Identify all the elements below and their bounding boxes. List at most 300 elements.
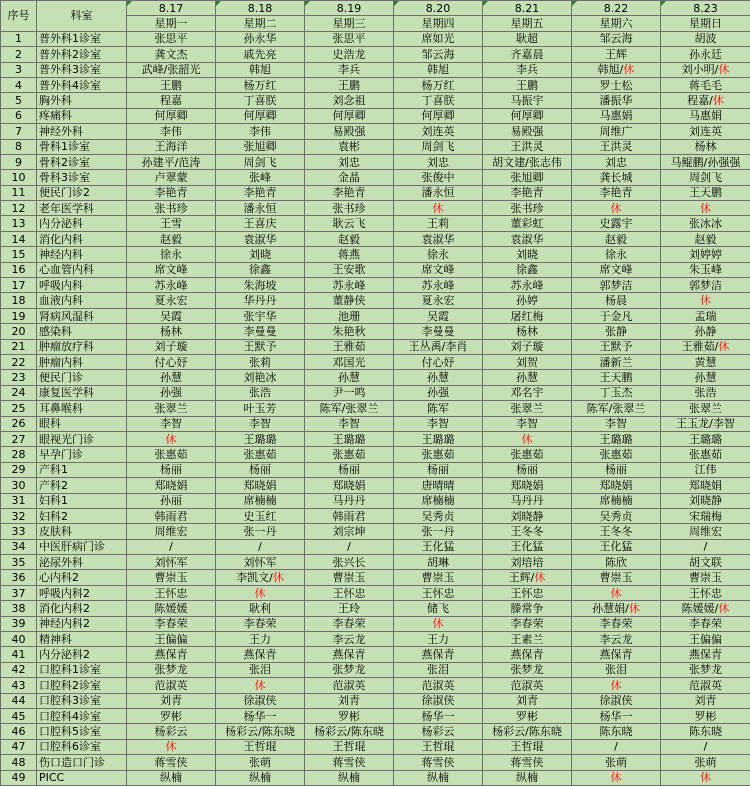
schedule-cell — [127, 724, 216, 739]
schedule-cell — [394, 370, 483, 385]
row-number: 24 — [1, 385, 37, 400]
schedule-cell — [661, 708, 750, 723]
doctor-name: 王哲琨 — [422, 740, 455, 753]
schedule-cell — [572, 47, 661, 62]
doctor-name: 罗士松 — [600, 79, 633, 92]
doctor-name: 孙建平/范涛 — [142, 156, 201, 169]
doctor-name: 陈东晓 — [689, 725, 722, 738]
table-row — [1, 278, 750, 293]
rest-marker: 休 — [718, 602, 729, 615]
table-row — [1, 524, 750, 539]
schedule-cell — [661, 647, 750, 662]
schedule-cell — [127, 647, 216, 662]
row-number: 44 — [1, 693, 37, 708]
schedule-cell — [483, 293, 572, 308]
schedule-cell — [661, 308, 750, 323]
doctor-name: 张梦龙 — [689, 663, 722, 676]
schedule-cell — [127, 708, 216, 723]
doctor-name: 纵楠 — [427, 771, 449, 784]
row-number: 3 — [1, 62, 37, 77]
schedule-cell — [305, 739, 394, 754]
schedule-cell — [305, 493, 394, 508]
table-row — [1, 739, 750, 754]
doctor-name: 赵毅 — [160, 233, 182, 246]
weekday-header: 星期一 — [127, 16, 216, 31]
doctor-name: 杨彩云/陈东晓 — [314, 725, 384, 738]
doctor-name: 耿超 — [516, 32, 538, 45]
schedule-cell — [394, 62, 483, 77]
schedule-cell — [661, 770, 750, 785]
doctor-name: 张一丹 — [422, 525, 455, 538]
weekday-header: 星期二 — [216, 16, 305, 31]
doctor-name: 张梦龙 — [511, 663, 544, 676]
department-name: 消化内科2 — [37, 601, 127, 616]
rest-marker: 休 — [433, 617, 444, 630]
schedule-cell — [483, 216, 572, 231]
doctor-name: 杨华一 — [422, 710, 455, 723]
doctor-name: 苏永峰 — [333, 279, 366, 292]
doctor-name: 燕保青 — [333, 648, 366, 661]
schedule-cell — [127, 739, 216, 754]
doctor-name: 周维广 — [600, 125, 633, 138]
schedule-cell — [483, 47, 572, 62]
doctor-name: 邓名宇 — [511, 386, 544, 399]
doctor-name: 燕保青 — [511, 648, 544, 661]
doctor-name: 池珊 — [338, 310, 360, 323]
schedule-cell — [394, 447, 483, 462]
doctor-name: 齐嘉晨 — [511, 48, 544, 61]
doctor-name: 史露宇 — [600, 217, 633, 230]
table-row — [1, 570, 750, 585]
doctor-name: 席楠楠 — [422, 494, 455, 507]
schedule-cell — [483, 401, 572, 416]
doctor-name: 夏永宏 — [422, 294, 455, 307]
weekday-header: 星期五 — [483, 16, 572, 31]
schedule-cell — [394, 154, 483, 169]
schedule-body — [1, 31, 750, 785]
doctor-name: 范淑英 — [511, 679, 544, 692]
schedule-cell — [127, 616, 216, 631]
row-number: 12 — [1, 201, 37, 216]
doctor-name: 袁淑华 — [422, 233, 455, 246]
schedule-cell — [127, 339, 216, 354]
doctor-name: 燕保青 — [155, 648, 188, 661]
row-number: 32 — [1, 508, 37, 523]
schedule-cell — [216, 31, 305, 46]
schedule-cell — [394, 724, 483, 739]
table-row — [1, 293, 750, 308]
department-name: 伤口造口门诊 — [37, 755, 127, 770]
doctor-name: 张俊中 — [422, 171, 455, 184]
doctor-name: 戚先亮 — [244, 48, 277, 61]
doctor-name: 徐淑侠 — [422, 694, 455, 707]
schedule-cell — [216, 708, 305, 723]
doctor-name: 王冬冬 — [511, 525, 544, 538]
schedule-cell — [483, 431, 572, 446]
schedule-cell — [661, 678, 750, 693]
doctor-name: 范淑英 — [689, 679, 722, 692]
doctor-name: 胡波 — [695, 32, 717, 45]
schedule-cell — [127, 478, 216, 493]
schedule-cell — [394, 570, 483, 585]
doctor-name: 郑晓娟 — [333, 479, 366, 492]
row-number: 16 — [1, 262, 37, 277]
schedule-cell — [127, 139, 216, 154]
schedule-cell — [483, 524, 572, 539]
schedule-cell — [216, 431, 305, 446]
rest-marker: 休 — [534, 571, 545, 584]
table-row — [1, 31, 750, 46]
doctor-name: 孙永华 — [244, 32, 277, 45]
schedule-cell — [216, 755, 305, 770]
schedule-cell — [661, 47, 750, 62]
schedule-cell — [305, 170, 394, 185]
doctor-name: 徐鑫 — [516, 263, 538, 276]
doctor-name: 王偏偏 — [155, 633, 188, 646]
schedule-cell — [305, 231, 394, 246]
schedule-cell — [572, 662, 661, 677]
doctor-name: 刘连英 — [689, 125, 722, 138]
schedule-cell — [483, 493, 572, 508]
schedule-cell — [216, 493, 305, 508]
table-row — [1, 185, 750, 200]
schedule-cell — [216, 616, 305, 631]
doctor-name: 范淑英 — [422, 679, 455, 692]
doctor-name: 胡文联 — [689, 556, 722, 569]
schedule-cell — [305, 216, 394, 231]
schedule-cell — [483, 278, 572, 293]
doctor-name: 李艳青 — [333, 186, 366, 199]
schedule-cell — [305, 724, 394, 739]
row-number: 35 — [1, 555, 37, 570]
doctor-name: 孙慧娟/ — [592, 602, 629, 615]
doctor-name: 陈军/张翠兰 — [587, 402, 646, 415]
doctor-name: 袁淑华 — [244, 233, 277, 246]
schedule-cell — [216, 170, 305, 185]
schedule-cell — [127, 508, 216, 523]
doctor-name: 孙慧 — [516, 371, 538, 384]
schedule-cell — [216, 416, 305, 431]
schedule-cell — [572, 124, 661, 139]
schedule-cell — [572, 247, 661, 262]
schedule-cell — [572, 201, 661, 216]
table-row — [1, 385, 750, 400]
doctor-name: 孟瑞 — [695, 310, 717, 323]
doctor-name: 何厚卿 — [422, 109, 455, 122]
table-row — [1, 108, 750, 123]
schedule-cell — [394, 770, 483, 785]
row-number: 2 — [1, 47, 37, 62]
row-number: 18 — [1, 293, 37, 308]
doctor-name: 刘忠 — [605, 156, 627, 169]
row-number: 15 — [1, 247, 37, 262]
table-row — [1, 508, 750, 523]
rest-marker: 休 — [611, 202, 622, 215]
row-number: 37 — [1, 585, 37, 600]
schedule-cell — [127, 324, 216, 339]
row-number: 25 — [1, 401, 37, 416]
department-name: 口腔科4诊室 — [37, 708, 127, 723]
schedule-cell — [483, 262, 572, 277]
doctor-name: 李智 — [605, 417, 627, 430]
doctor-name: 王素兰 — [511, 633, 544, 646]
schedule-cell — [127, 170, 216, 185]
schedule-cell — [572, 93, 661, 108]
schedule-cell — [483, 616, 572, 631]
doctor-name: 史浩龙 — [333, 48, 366, 61]
weekday-header: 星期三 — [305, 16, 394, 31]
table-row — [1, 632, 750, 647]
schedule-cell — [394, 401, 483, 416]
department-name: 肾病风湿科 — [37, 308, 127, 323]
doctor-name: 罗彬 — [338, 710, 360, 723]
schedule-cell — [661, 601, 750, 616]
doctor-name: 何厚卿 — [511, 109, 544, 122]
weekday-header: 星期日 — [661, 16, 750, 31]
schedule-cell — [216, 462, 305, 477]
doctor-name: 刘晓静 — [511, 510, 544, 523]
schedule-cell — [127, 431, 216, 446]
doctor-name: 胡琳 — [427, 556, 449, 569]
rest-marker: 休 — [611, 587, 622, 600]
schedule-cell — [127, 770, 216, 785]
doctor-name: 杨彩云/陈东晓 — [492, 725, 562, 738]
table-row — [1, 601, 750, 616]
schedule-cell — [127, 108, 216, 123]
doctor-name: 金晶 — [338, 171, 360, 184]
schedule-cell — [305, 431, 394, 446]
schedule-cell — [305, 478, 394, 493]
schedule-cell — [216, 385, 305, 400]
doctor-name: 王海洋 — [155, 140, 188, 153]
table-row — [1, 462, 750, 477]
schedule-cell — [216, 447, 305, 462]
department-name: 心血管内科 — [37, 262, 127, 277]
row-number: 23 — [1, 370, 37, 385]
doctor-name: 陈东晓 — [600, 725, 633, 738]
schedule-cell — [216, 154, 305, 169]
doctor-name: 丁玉杰 — [600, 386, 633, 399]
schedule-cell — [305, 62, 394, 77]
doctor-name: 王力 — [427, 633, 449, 646]
schedule-cell — [661, 401, 750, 416]
row-number: 10 — [1, 170, 37, 185]
schedule-cell — [661, 31, 750, 46]
date-header: 8.22 — [572, 1, 661, 16]
doctor-name: 张浩 — [249, 386, 271, 399]
schedule-cell — [394, 139, 483, 154]
schedule-cell — [572, 770, 661, 785]
doctor-name: 刘忠 — [338, 156, 360, 169]
doctor-name: 李伟 — [249, 125, 271, 138]
schedule-cell — [216, 293, 305, 308]
doctor-name: 徐永 — [605, 248, 627, 261]
table-row — [1, 247, 750, 262]
schedule-cell — [572, 493, 661, 508]
table-row — [1, 447, 750, 462]
schedule-cell — [572, 678, 661, 693]
doctor-name: 周维宏 — [689, 525, 722, 538]
date-header: 8.17 — [127, 1, 216, 16]
doctor-name: 陈欣 — [605, 556, 627, 569]
doctor-name: 李云龙 — [333, 633, 366, 646]
row-number: 48 — [1, 755, 37, 770]
schedule-cell — [661, 385, 750, 400]
table-row — [1, 478, 750, 493]
schedule-cell — [305, 278, 394, 293]
doctor-name: 张一丹 — [244, 525, 277, 538]
row-number: 9 — [1, 154, 37, 169]
doctor-name: 吴霞 — [160, 310, 182, 323]
schedule-cell — [394, 354, 483, 369]
schedule-cell — [216, 201, 305, 216]
doctor-name: 刘忠 — [427, 156, 449, 169]
schedule-cell — [572, 62, 661, 77]
doctor-name: 曹崇玉 — [155, 571, 188, 584]
department-name: 神经外科 — [37, 124, 127, 139]
doctor-name: 张惠茹 — [333, 448, 366, 461]
department-name: 老年医学科 — [37, 201, 127, 216]
schedule-cell — [572, 77, 661, 92]
schedule-cell — [394, 493, 483, 508]
schedule-cell — [127, 278, 216, 293]
header-no: 序号 — [1, 1, 37, 32]
schedule-cell — [305, 401, 394, 416]
doctor-name: 郑晓娟 — [155, 479, 188, 492]
schedule-cell — [305, 770, 394, 785]
schedule-cell — [305, 647, 394, 662]
rest-marker: 休 — [700, 771, 711, 784]
doctor-name: 席如光 — [422, 32, 455, 45]
doctor-name: 刘贺 — [516, 356, 538, 369]
schedule-cell — [572, 478, 661, 493]
schedule-cell — [483, 416, 572, 431]
doctor-name: 王化猛 — [600, 540, 633, 553]
schedule-cell — [305, 539, 394, 554]
doctor-name: 徐淑侠 — [244, 694, 277, 707]
row-number: 5 — [1, 93, 37, 108]
doctor-name: 席文峰 — [600, 263, 633, 276]
doctor-name: 马惠娟 — [600, 109, 633, 122]
schedule-cell — [661, 555, 750, 570]
doctor-name: 刘晓 — [516, 248, 538, 261]
schedule-cell — [572, 370, 661, 385]
doctor-name: 易殿强 — [333, 125, 366, 138]
doctor-name: 王怀忠 — [155, 587, 188, 600]
schedule-cell — [483, 724, 572, 739]
schedule-cell — [127, 154, 216, 169]
row-number: 7 — [1, 124, 37, 139]
doctor-name: 张萌 — [695, 756, 717, 769]
schedule-cell — [661, 462, 750, 477]
schedule-cell — [305, 47, 394, 62]
schedule-cell — [483, 324, 572, 339]
table-row — [1, 124, 750, 139]
schedule-cell — [661, 201, 750, 216]
department-name: 血液内科 — [37, 293, 127, 308]
schedule-cell — [483, 739, 572, 754]
doctor-name: 刘青 — [338, 694, 360, 707]
doctor-name: 刘怀军 — [244, 556, 277, 569]
doctor-name: 周维宏 — [155, 525, 188, 538]
schedule-cell — [127, 293, 216, 308]
doctor-name: 杨林 — [695, 140, 717, 153]
schedule-cell — [572, 154, 661, 169]
schedule-cell — [394, 47, 483, 62]
department-name: 精神科 — [37, 632, 127, 647]
row-number: 20 — [1, 324, 37, 339]
doctor-name: 潘振华 — [600, 94, 633, 107]
schedule-cell — [394, 585, 483, 600]
schedule-cell — [661, 293, 750, 308]
doctor-name: 刘连英 — [422, 125, 455, 138]
doctor-name: / — [614, 740, 618, 753]
doctor-name: 王洪灵 — [511, 140, 544, 153]
schedule-cell — [394, 431, 483, 446]
schedule-cell — [394, 31, 483, 46]
schedule-cell — [216, 724, 305, 739]
doctor-name: 王鹏 — [160, 79, 182, 92]
doctor-name: 李春荣 — [244, 617, 277, 630]
rest-marker: 休 — [611, 679, 622, 692]
schedule-cell — [483, 139, 572, 154]
schedule-cell — [661, 493, 750, 508]
doctor-name: 周剑飞 — [689, 171, 722, 184]
doctor-name: 张峰 — [249, 171, 271, 184]
doctor-name: 杨彩云/陈东晓 — [225, 725, 295, 738]
row-number: 29 — [1, 462, 37, 477]
department-name: PICC — [37, 770, 127, 785]
row-number: 38 — [1, 601, 37, 616]
department-name: 肿瘤内科 — [37, 354, 127, 369]
doctor-name: 王哲琨 — [244, 740, 277, 753]
doctor-name: 张惠茹 — [600, 448, 633, 461]
department-name: 产科2 — [37, 478, 127, 493]
doctor-name: 纵楠 — [338, 771, 360, 784]
schedule-cell — [216, 308, 305, 323]
schedule-cell — [305, 708, 394, 723]
table-row — [1, 770, 750, 785]
doctor-name: 史玉红 — [244, 510, 277, 523]
schedule-cell — [572, 524, 661, 539]
schedule-cell — [127, 632, 216, 647]
doctor-name: 王冬冬 — [600, 525, 633, 538]
doctor-name: / — [704, 540, 708, 553]
schedule-cell — [394, 293, 483, 308]
schedule-cell — [216, 108, 305, 123]
doctor-name: 王哲琨 — [511, 740, 544, 753]
schedule-cell — [572, 570, 661, 585]
doctor-name: 杨丽 — [160, 463, 182, 476]
schedule-cell — [216, 770, 305, 785]
schedule-cell — [394, 708, 483, 723]
schedule-cell — [661, 216, 750, 231]
doctor-name: / — [704, 740, 708, 753]
schedule-cell — [483, 93, 572, 108]
schedule-cell — [394, 693, 483, 708]
doctor-name: 刘小明/ — [682, 63, 719, 76]
doctor-name: 赵毅 — [338, 233, 360, 246]
doctor-name: 马丹丹 — [511, 494, 544, 507]
doctor-name: 杨丽 — [605, 463, 627, 476]
table-row — [1, 354, 750, 369]
schedule-cell — [127, 124, 216, 139]
table-row — [1, 431, 750, 446]
schedule-cell — [572, 739, 661, 754]
doctor-name: 李智 — [249, 417, 271, 430]
doctor-name: 胡文建/张志伟 — [492, 156, 562, 169]
schedule-cell — [572, 170, 661, 185]
